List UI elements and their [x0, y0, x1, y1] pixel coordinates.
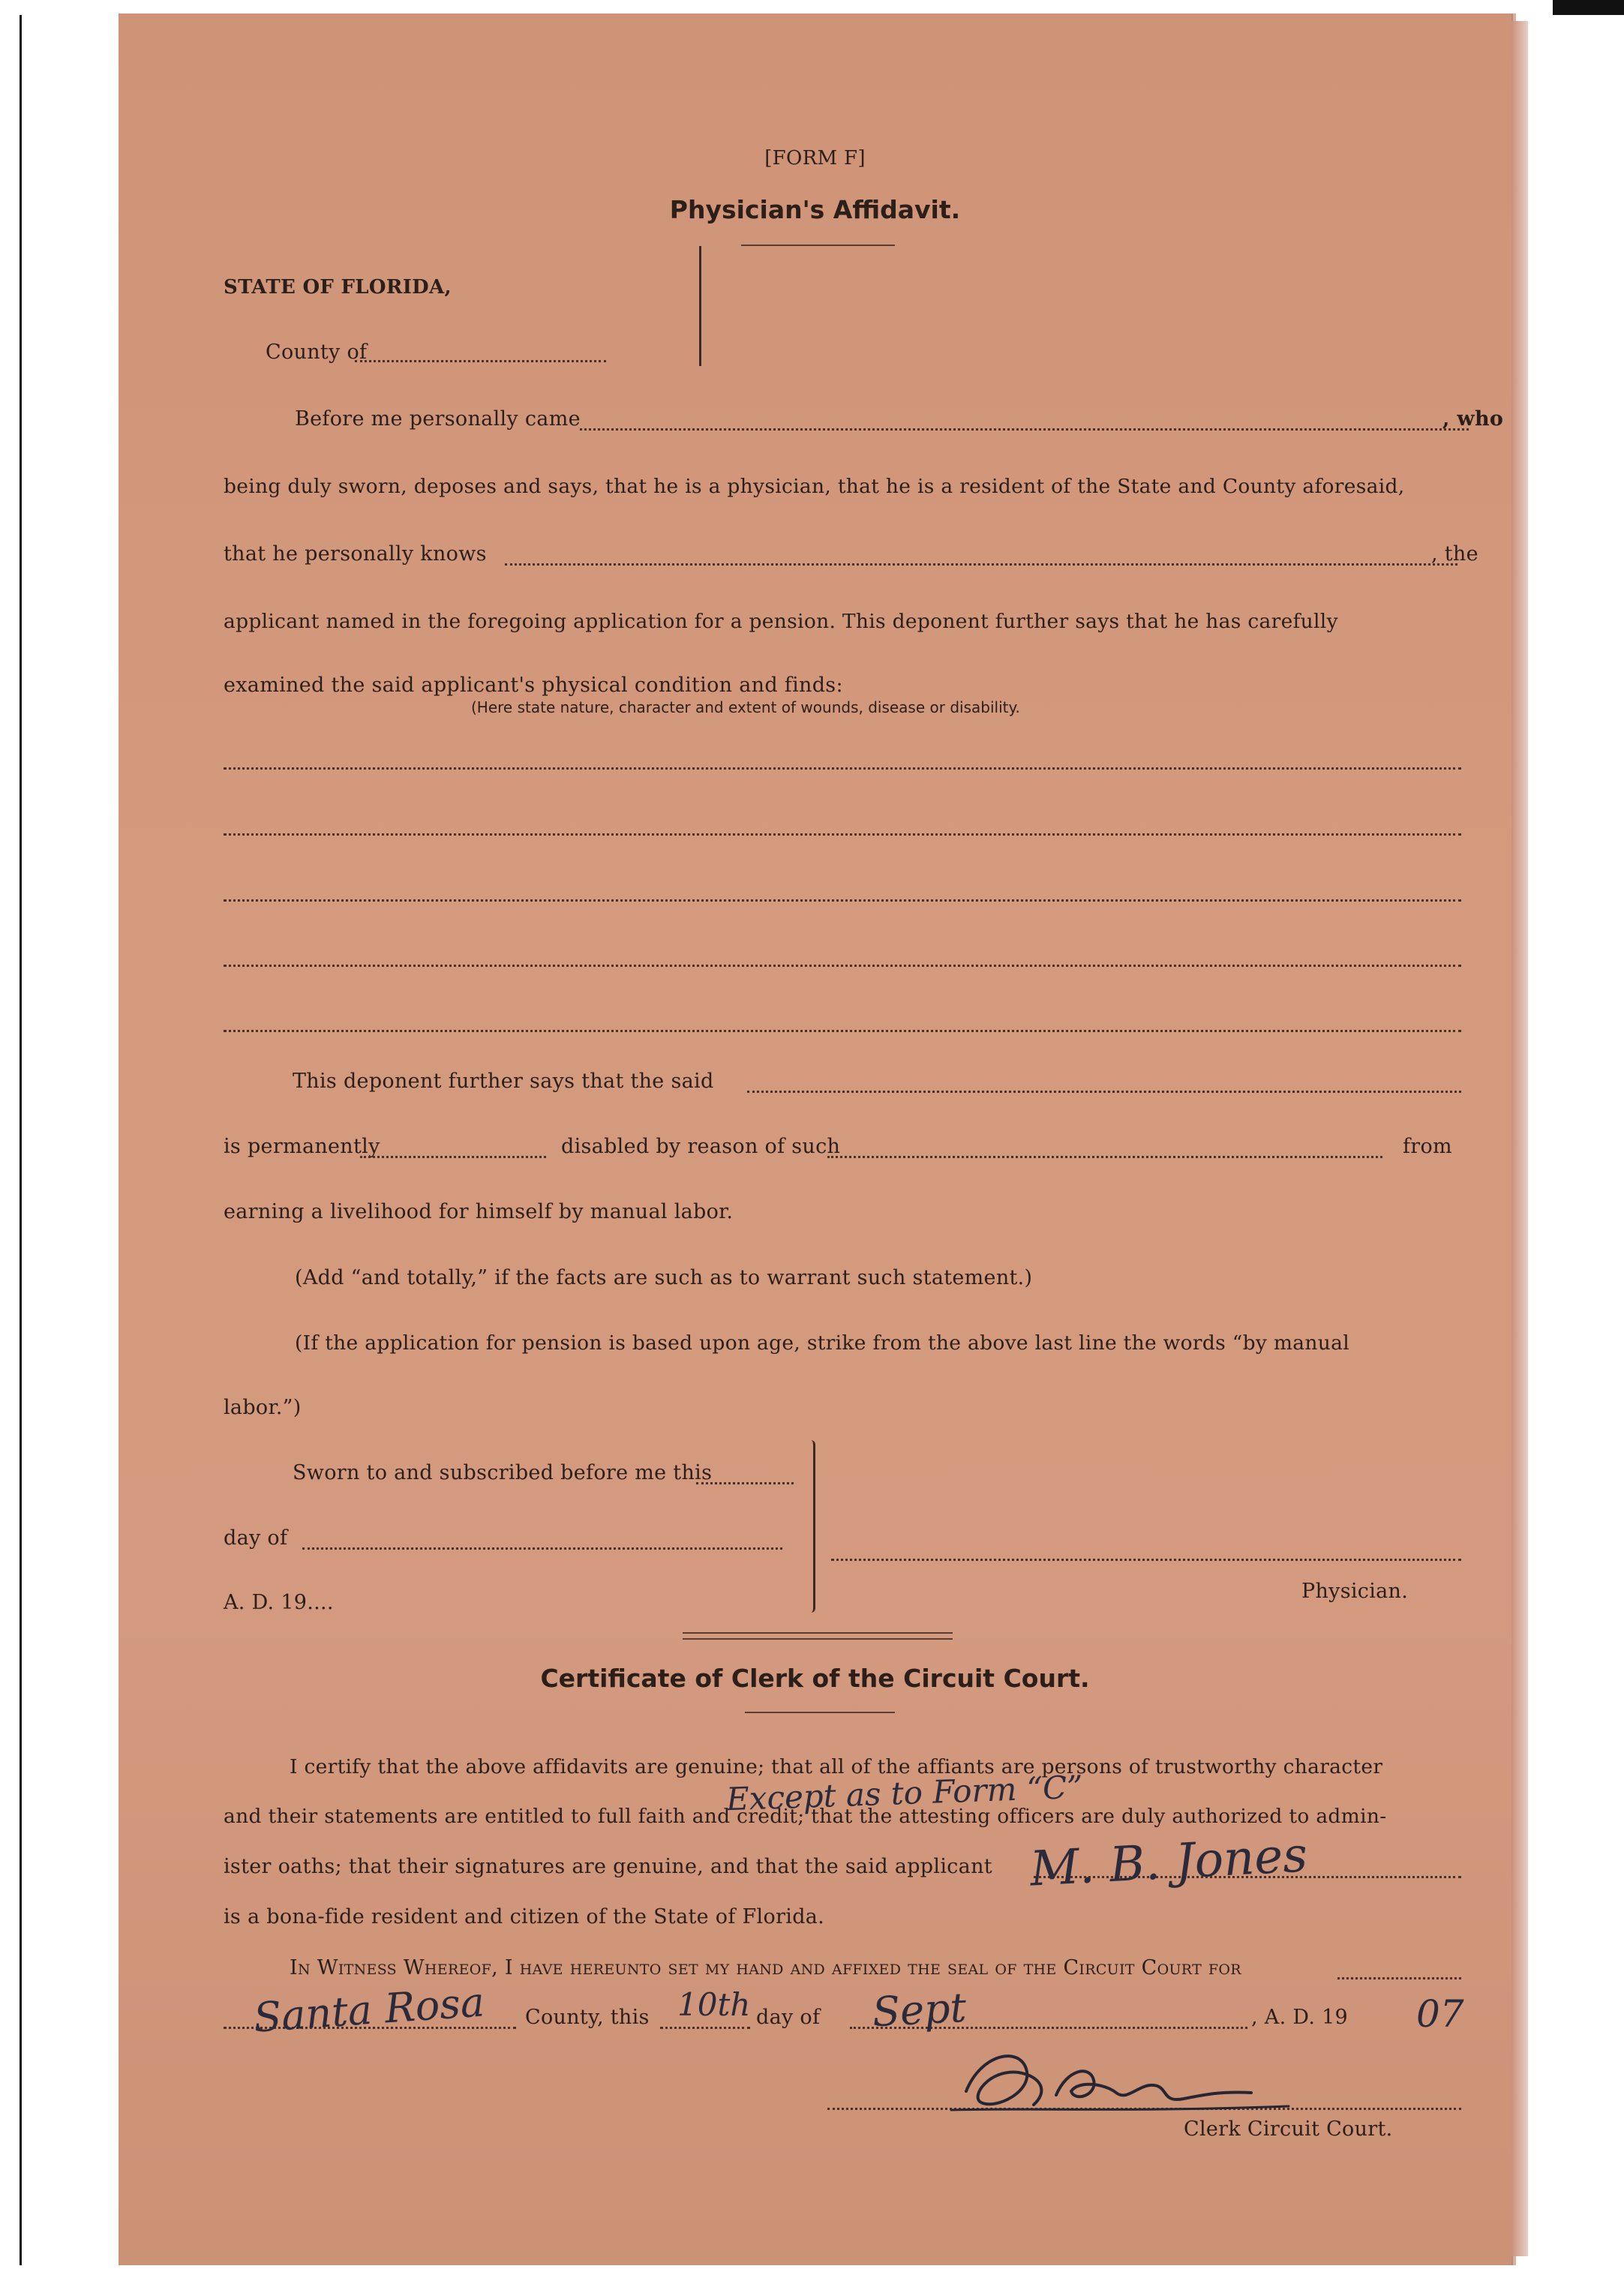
county-line: [355, 360, 606, 362]
who-text: , who: [1442, 407, 1504, 431]
sworn-day-line: [696, 1482, 794, 1484]
physician-signature-line: [831, 1559, 1461, 1561]
further-says-text: This deponent further says that the said: [293, 1070, 714, 1093]
ad-19-text: A. D. 19....: [224, 1591, 334, 1614]
physician-label: Physician.: [1301, 1580, 1409, 1603]
the-text: , the: [1431, 542, 1478, 566]
witness-county-line: [1337, 1977, 1461, 1979]
findings-line-2: [224, 833, 1461, 836]
handwritten-year: 07: [1416, 1992, 1464, 2036]
permanently-text: is permanently: [224, 1135, 380, 1158]
knows-text: that he personally knows: [224, 542, 487, 566]
findings-line-5: [224, 1030, 1461, 1032]
form-label: [FORM F]: [764, 147, 866, 170]
said-line: [747, 1091, 1461, 1093]
witness-text: In Witness Whereof, I have hereunto set my hand and affixed the seal of the Circuit Court for: [290, 1956, 1241, 1979]
certify-line-1: I certify that the above affidavits are genuine; that all of the affiants are persons of trustworthy character: [290, 1755, 1383, 1778]
sworn-text: being duly sworn, deposes and says, that he is a physician, that he is a resident of the State and County aforesaid,: [224, 475, 1405, 498]
title-rule: [741, 245, 895, 246]
certificate-rule: [745, 1712, 895, 1713]
certify-line-4: is a bona-fide resident and citizen of the State of Florida.: [224, 1905, 825, 1928]
disabled-line: [827, 1156, 1382, 1158]
labor-text: labor.”): [224, 1396, 302, 1419]
clerk-signature: [936, 2039, 1311, 2121]
cert-day-of-text: day of: [756, 2006, 821, 2029]
county-label: County of: [266, 341, 368, 364]
certify-line-2: and their statements are entitled to full faith and credit; that the attesting officers are duly authorized to admin-: [224, 1805, 1387, 1828]
certify-line-3: ister oaths; that their signatures are genuine, and that the said applicant: [224, 1855, 992, 1878]
from-text: from: [1403, 1135, 1452, 1158]
handwritten-month: Sept: [871, 1983, 968, 2036]
earning-text: earning a livelihood for himself by manual labor.: [224, 1200, 734, 1223]
handwritten-applicant-name: M. B. Jones: [1028, 1827, 1309, 1898]
affidavit-page: [119, 14, 1511, 2265]
handwritten-county-name: Santa Rosa: [252, 1978, 486, 2042]
findings-line-4: [224, 965, 1461, 967]
findings-line-1: [224, 767, 1461, 770]
page-title: Physician's Affidavit.: [669, 195, 961, 224]
day-line: [660, 2027, 750, 2029]
name-line: [580, 428, 1469, 431]
county-this-text: County, this: [525, 2006, 650, 2029]
scan-top-edge: [0, 0, 1624, 15]
before-me-text: Before me personally came: [295, 407, 581, 431]
add-totally-text: (Add “and totally,” if the facts are such as to warrant such statement.): [295, 1266, 1033, 1289]
knows-line: [505, 563, 1457, 566]
examined-text: examined the said applicant's physical condition and finds:: [224, 674, 843, 697]
certificate-title: Certificate of Clerk of the Circuit Court.: [540, 1664, 1090, 1693]
ad-text: , A. D. 19: [1251, 2006, 1349, 2029]
county-brace: [689, 246, 701, 366]
state-label: STATE OF FLORIDA,: [224, 276, 452, 299]
day-of-text: day of: [224, 1526, 288, 1550]
handwritten-day: 10th: [677, 1986, 751, 2023]
sworn-before-text: Sworn to and subscribed before me this: [293, 1461, 713, 1484]
day-of-line: [302, 1547, 782, 1550]
clerk-label: Clerk Circuit Court.: [1184, 2117, 1393, 2141]
findings-line-3: [224, 899, 1461, 902]
scan-left-edge: [20, 15, 22, 2265]
jurat-brace: [803, 1440, 815, 1613]
if-age-text: (If the application for pension is based upon age, strike from the above last line the words “by manual: [295, 1331, 1350, 1355]
double-rule-top: [683, 1632, 953, 1634]
state-nature-note: (Here state nature, character and extent of wounds, disease or disability.: [471, 698, 1020, 716]
double-rule-bottom: [683, 1638, 953, 1640]
handwritten-except-note: Except as to Form “C”: [725, 1768, 1084, 1818]
permanently-line: [360, 1156, 546, 1158]
disabled-text: disabled by reason of such: [561, 1135, 841, 1158]
applicant-text: applicant named in the foregoing application for a pension. This deponent further says that he has carefully: [224, 610, 1338, 633]
